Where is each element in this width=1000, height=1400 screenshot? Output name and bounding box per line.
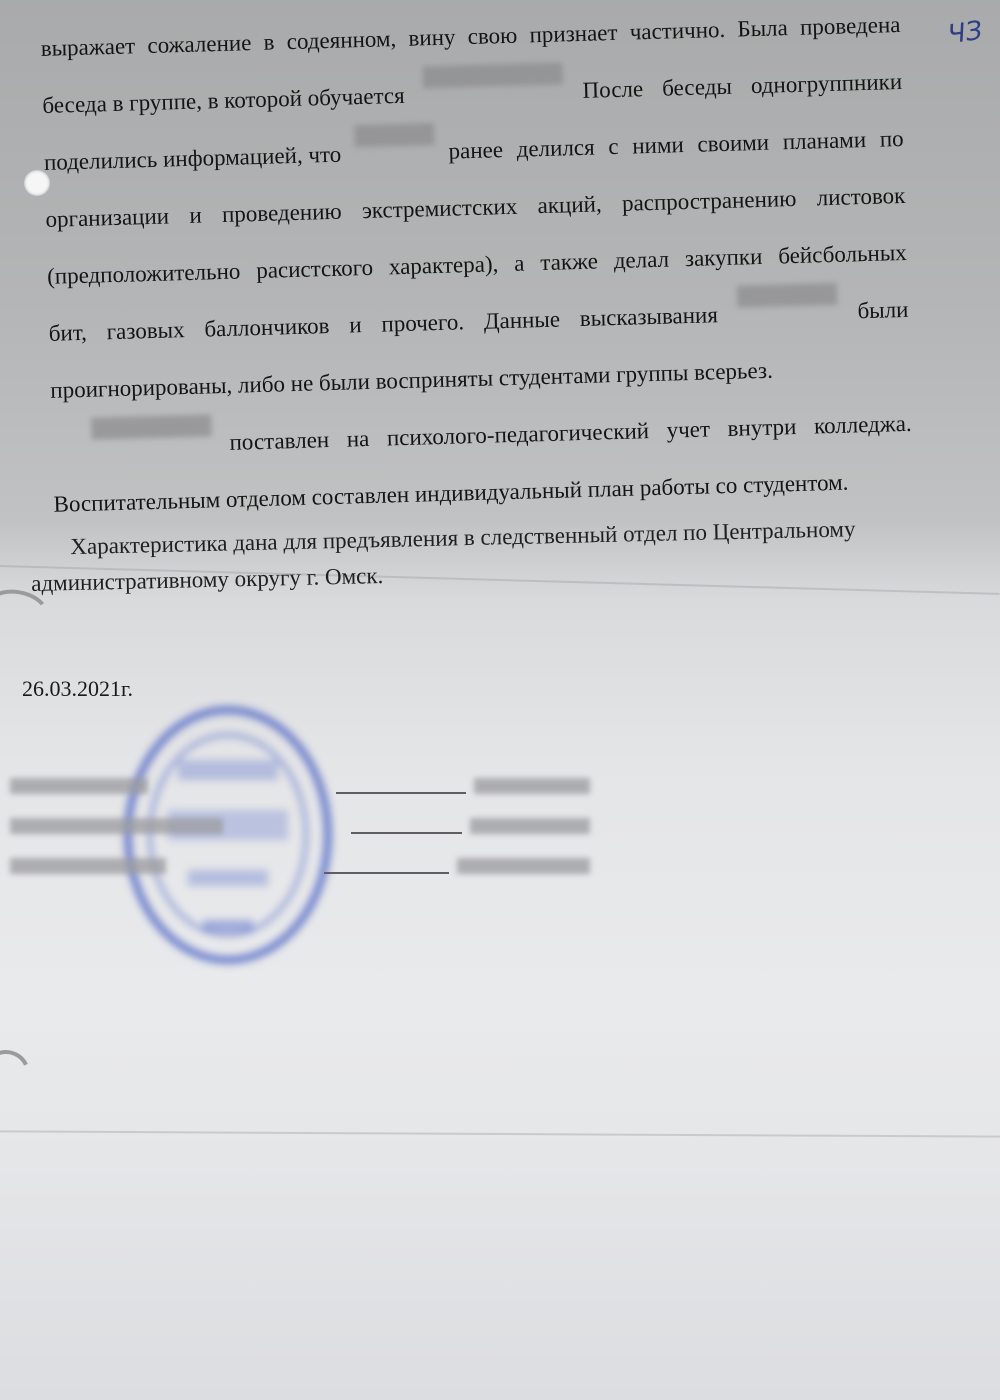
redacted-name [737, 283, 838, 308]
document-date: 26.03.2021г. [22, 676, 134, 701]
text-line: выражает сожаление в содеянном, вину свою признает частично. Была проведена [40, 11, 901, 61]
redacted-position [10, 778, 148, 794]
redacted-name [470, 818, 590, 834]
signature-line [336, 792, 466, 794]
redacted-name [474, 778, 590, 794]
signature-block [10, 766, 590, 886]
text-line: Воспитательным отделом составлен индивидуальный план работы со студентом. [53, 469, 849, 517]
redacted-position [10, 818, 223, 834]
text-line: поставлен на психолого-педагогический учет внутри колледжа. [51, 395, 912, 476]
redacted-name [354, 123, 435, 147]
text-line: Характеристика дана для предъявления в следственный отдел по Центральному [70, 516, 856, 560]
text-line: бит, газовых баллончиков и прочего. Данные высказывания были [48, 281, 909, 362]
text-line: поделились информацией, что ранее делился с ними своими планами по [43, 110, 904, 191]
text-line: проигнорированы, либо не были восприняты студентами группы всерьез. [49, 357, 774, 403]
redacted-name [457, 858, 590, 874]
paper-fold [0, 1130, 1000, 1137]
redacted-name [423, 62, 564, 88]
binder-ring [0, 1043, 37, 1105]
signature-line [324, 872, 449, 874]
text-line: беседа в группе, в которой обучается После беседы одногруппники [42, 53, 903, 134]
body-text [40, 0, 914, 533]
margin-note: ЧЗ [946, 15, 985, 51]
signature-row [10, 806, 590, 846]
redacted-position [10, 858, 166, 874]
text-line: организации и проведению экстремистских акций, распространению листовок [45, 182, 906, 232]
redacted-name [91, 414, 212, 439]
signature-line [351, 832, 462, 834]
signature-row [10, 846, 590, 886]
signature-row [10, 766, 590, 806]
text-line: административному округу г. Омск. [30, 563, 384, 596]
text-line: (предположительно расистского характера), а также делал закупки бейсбольных [46, 239, 908, 289]
